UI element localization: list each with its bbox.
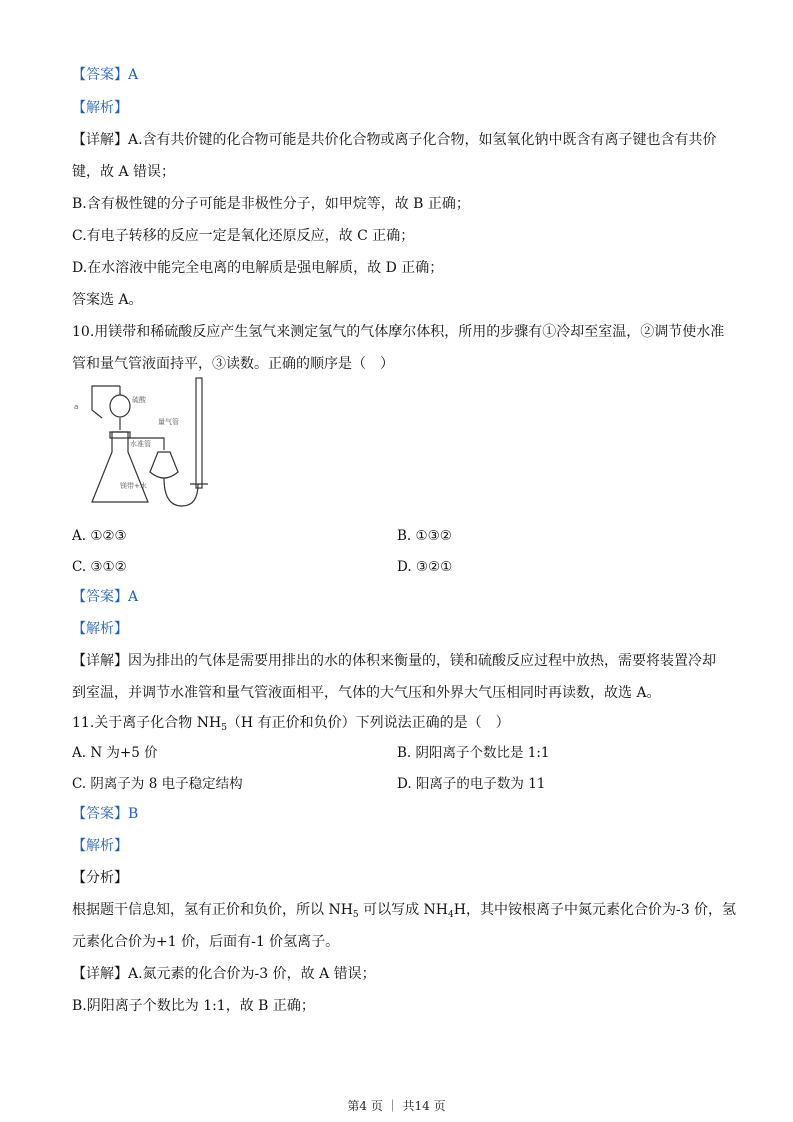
page-footer: 第4 页 ｜ 共14 页 [347, 1099, 446, 1113]
detail-line: 键，故 A 错误； [72, 164, 176, 180]
detail-line: 【详解】A.氮元素的化合价为-3 价，故 A 错误； [72, 966, 376, 982]
detail-line: 【详解】因为排出的气体是需要用排出的水的体积来衡量的，镁和硫酸反应过程中放热，需要将装置冷却 [72, 653, 716, 669]
question-10-text: 10.用镁带和稀硫酸反应产生氢气来测定氢气的气体摩尔体积，所用的步骤有①冷却至室温，②调节使水准 [72, 324, 725, 340]
figure-label-gas-tube: 量气管 [158, 418, 179, 426]
figure-label-a: a [74, 403, 79, 411]
option-b: B. 阴阳离子个数比是 1:1 [397, 745, 550, 761]
detail-line: 【详解】A.含有共价键的化合物可能是共价化合物或离子化合物，如氢氧化钠中既含有离子键也含有共价 [72, 132, 717, 148]
answer-choice-line: 答案选 A。 [72, 292, 143, 308]
option-c: C. 阴离子为 8 电子稳定结构 [72, 776, 243, 792]
option-a: A. N 为+5 价 [72, 745, 158, 761]
option-c: C. ③①② [72, 559, 127, 575]
answer-tag: 【答案】A [72, 67, 139, 83]
analysis-tag: 【解析】 [72, 838, 128, 854]
analysis-line: 根据题干信息知，氢有正价和负价，所以 $NH_5$ 可以写成 $NH_4H$，其中铵根离子中氮元素化合价为-3 价，氢 [72, 902, 737, 920]
analysis-tag: 【解析】 [72, 621, 128, 637]
detail-line: B.阴阳离子个数比为 1:1，故 B 正确； [72, 998, 315, 1014]
answer-tag: 【答案】A [72, 589, 139, 605]
detail-line: D.在水溶液中能完全电离的电解质是强电解质，故 D 正确； [72, 260, 444, 276]
detail-line: B.含有极性键的分子可能是非极性分子，如甲烷等，故 B 正确； [72, 196, 470, 212]
option-d: D. ③②① [397, 559, 453, 575]
figure-label-mg: 镁带+水 [120, 482, 147, 490]
analysis-tag: 【解析】 [72, 100, 128, 116]
detail-line: C.有电子转移的反应一定是氧化还原反应，故 C 正确； [72, 228, 415, 244]
option-d: D. 阳离子的电子数为 11 [397, 776, 546, 792]
option-a: A. ①②③ [72, 528, 127, 544]
answer-tag: 【答案】B [72, 806, 139, 822]
question-11-text: 11.关于离子化合物 $NH_5(H$ 有正价和负价）下列说法正确的是（ ） [72, 715, 510, 733]
analysis-heading: 【分析】 [72, 870, 128, 886]
question-10-text: 管和量气管液面持平，③读数。正确的顺序是（ ） [72, 356, 394, 372]
figure-label-acid: 硫酸 [132, 396, 146, 404]
detail-line: 到室温，并调节水准管和量气管液面相平，气体的大气压和外界大气压相同时再读数，故选 A。 [72, 685, 661, 701]
apparatus-figure [72, 372, 222, 512]
figure-label-level-tube: 水准管 [130, 440, 151, 448]
analysis-line: 元素化合价为+1 价，后面有-1 价氢离子。 [72, 934, 340, 950]
option-b: B. ①③② [397, 528, 452, 544]
